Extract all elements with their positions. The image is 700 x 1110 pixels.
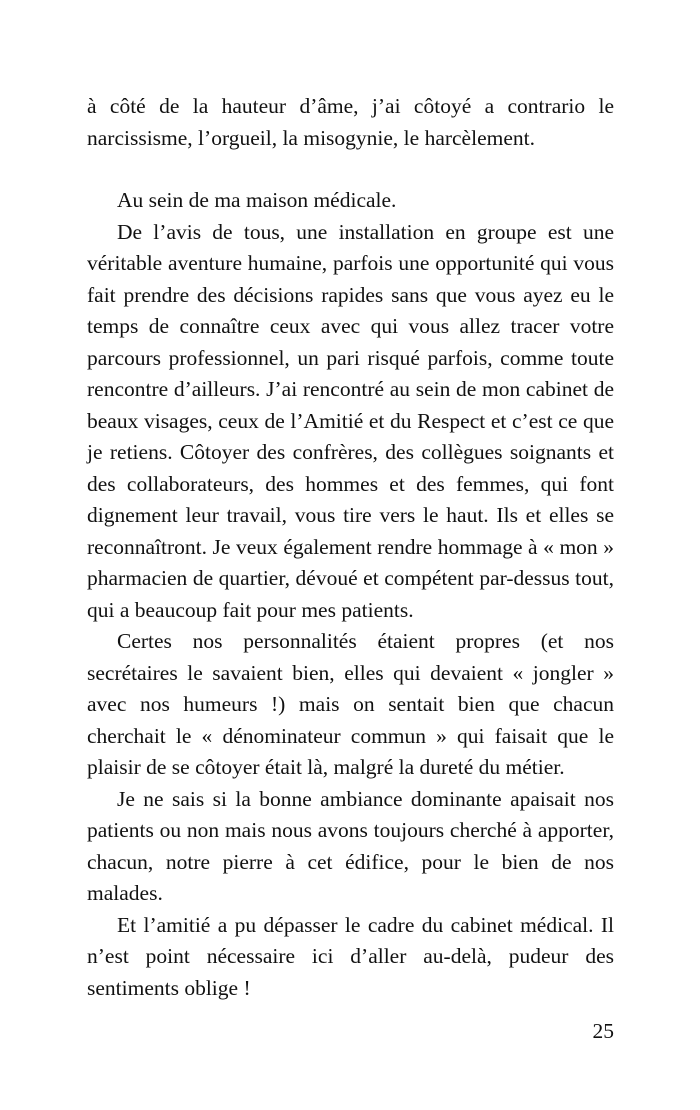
paragraph-continuation: à côté de la hauteur d’âme, j’ai côtoyé a contrario le narcissisme, l’orgueil, la misogynie, le harcèlement. [87,94,614,150]
paragraph-heading-line: Au sein de ma maison médicale. [117,188,397,212]
paragraph-friendship: Et l’amitié a pu dépasser le cadre du cabinet médical. Il n’est point nécessaire ici d’aller au-delà, pudeur des sentiments oblige ! [87,912,614,1000]
paragraph-group-practice: De l’avis de tous, une installation en groupe est une véritable aventure humaine, parfois une opportunité qui vous fait prendre des décisions rapides sans que vous ayez eu le temps de connaître ceux avec qui vous allez tracer votre parcours professionnel, un pari risqué parfois, comme toute rencontre d’ailleurs. J’ai rencontré au sein de mon cabinet de beaux visages, ceux de l’Amitié et du Respect et c’est ce que je retiens. Côtoyer des confrères, des collègues soignants et des collaborateurs, des hommes et des femmes, qui font dignement leur travail, vous tire vers le haut. Ils et elles se reconnaîtront. Je veux également rendre hommage à « mon » pharmacien de quartier, dévoué et compétent par-dessus tout, qui a beaucoup fait pour mes patients. [87,219,614,622]
page-number: 25 [592,1019,614,1043]
paragraph-personalities: Certes nos personnalités étaient propres (et nos secrétaires le savaient bien, elles qui devaient « jongler » avec nos humeurs !) mais on sentait bien que chacun cherchait le « dénominateur commun » qui faisait que le plaisir de se côtoyer était là, malgré la dureté du métier. [87,629,614,779]
paragraph-ambiance: Je ne sais si la bonne ambiance dominante apaisait nos patients ou non mais nous avons toujours cherché à apporter, chacun, notre pierre à cet édifice, pour le bien de nos malades. [87,786,614,905]
